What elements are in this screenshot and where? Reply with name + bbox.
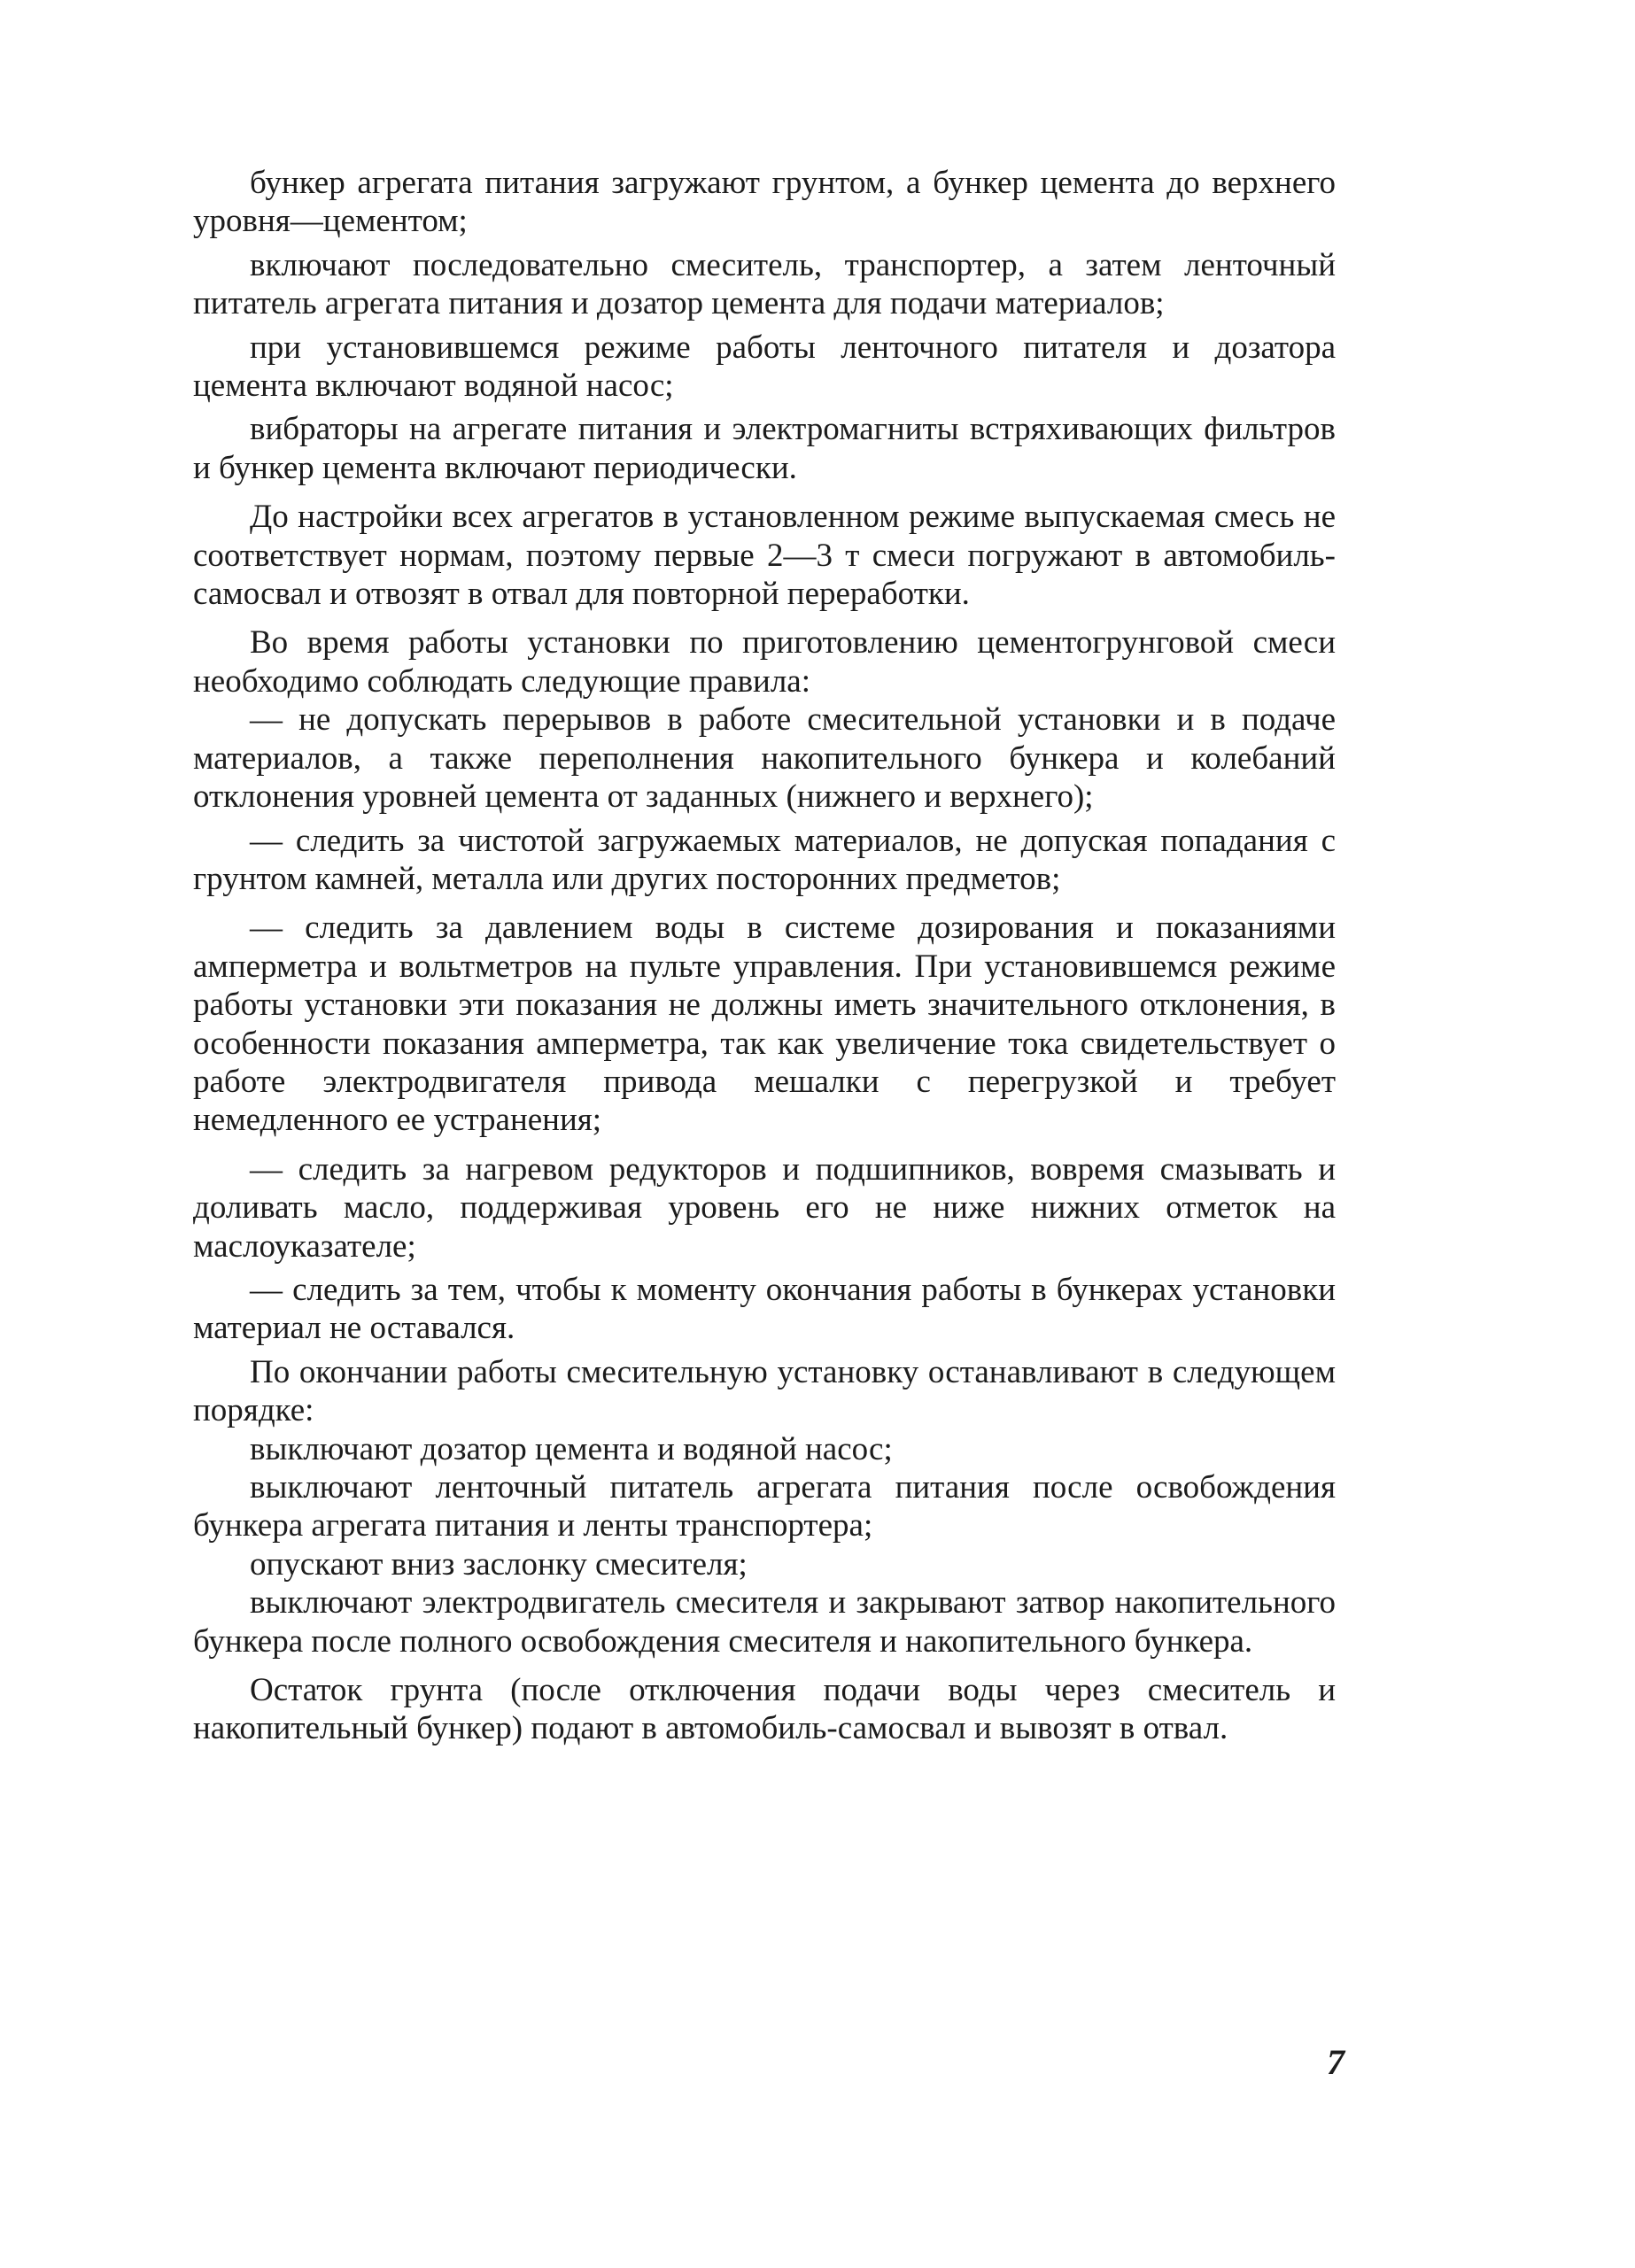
paragraph: По окончании работы смесительную установку останавливают в следующем порядке:: [193, 1353, 1336, 1429]
list-item: опускают вниз заслонку смесителя;: [250, 1545, 748, 1583]
list-item: — следить за тем, чтобы к моменту окончания работы в бункерах установки материал не оставался.: [193, 1271, 1336, 1347]
list-item: — следить за давлением воды в системе дозирования и показаниями амперметра и вольтметров на пульте управления. При установившемся режиме работы установки эти показания не должны иметь значительного отклонения, в особенности показания амперметра, так как увеличение тока свидетельствует о работе электродвигателя привода мешалки с перегрузкой и требует немедленного ее устранения;: [193, 910, 1336, 1139]
paragraph: при установившемся режиме работы ленточного питателя и дозатора цемента включают водяной насос;: [193, 329, 1336, 405]
page-number: 7: [1327, 2042, 1344, 2082]
paragraph: вибраторы на агрегате питания и электромагниты встряхивающих фильтров и бункер цемента включают периодически.: [193, 411, 1336, 486]
list-item: — не допускать перерывов в работе смесительной установки и в подаче материалов, а также переполнения накопительного бункера и колебаний отклонения уровней цемента от заданных (нижнего и верхнего);: [193, 701, 1336, 816]
paragraph: включают последовательно смеситель, транспортер, а затем ленточный питатель агрегата питания и дозатор цемента для подачи материалов;: [193, 246, 1336, 322]
list-item: выключают ленточный питатель агрегата питания после освобождения бункера агрегата питания и ленты транспортера;: [193, 1469, 1336, 1544]
paragraph: До настройки всех агрегатов в установленном режиме выпускаемая смесь не соответствует нормам, поэтому первые 2—3 т смеси погружают в автомобиль-самосвал и отвозят в отвал для повторной переработки.: [193, 499, 1336, 613]
list-item: выключают дозатор цемента и водяной насос;: [250, 1430, 893, 1467]
list-item: — следить за нагревом редукторов и подшипников, вовремя смазывать и доливать масло, поддерживая уровень его не ниже нижних отметок на маслоуказателе;: [193, 1150, 1336, 1265]
paragraph: бункер агрегата питания загружают грунтом, а бункер цемента до верхнего уровня—цементом;: [193, 165, 1336, 240]
body-text: [193, 164, 1336, 1748]
paragraph: Во время работы установки по приготовлению цементогрунговой смеси необходимо соблюдать следующие правила:: [193, 624, 1336, 700]
list-item: — следить за чистотой загружаемых материалов, не допуская попадания с грунтом камней, металла или других посторонних предметов;: [193, 822, 1336, 897]
list-item: выключают электродвигатель смесителя и закрывают затвор накопительного бункера после полного освобождения смесителя и накопительного бункера.: [193, 1584, 1336, 1660]
paragraph: Остаток грунта (после отключения подачи воды через смеситель и накопительный бункер) подают в автомобиль-самосвал и вывозят в отвал.: [193, 1672, 1336, 1747]
